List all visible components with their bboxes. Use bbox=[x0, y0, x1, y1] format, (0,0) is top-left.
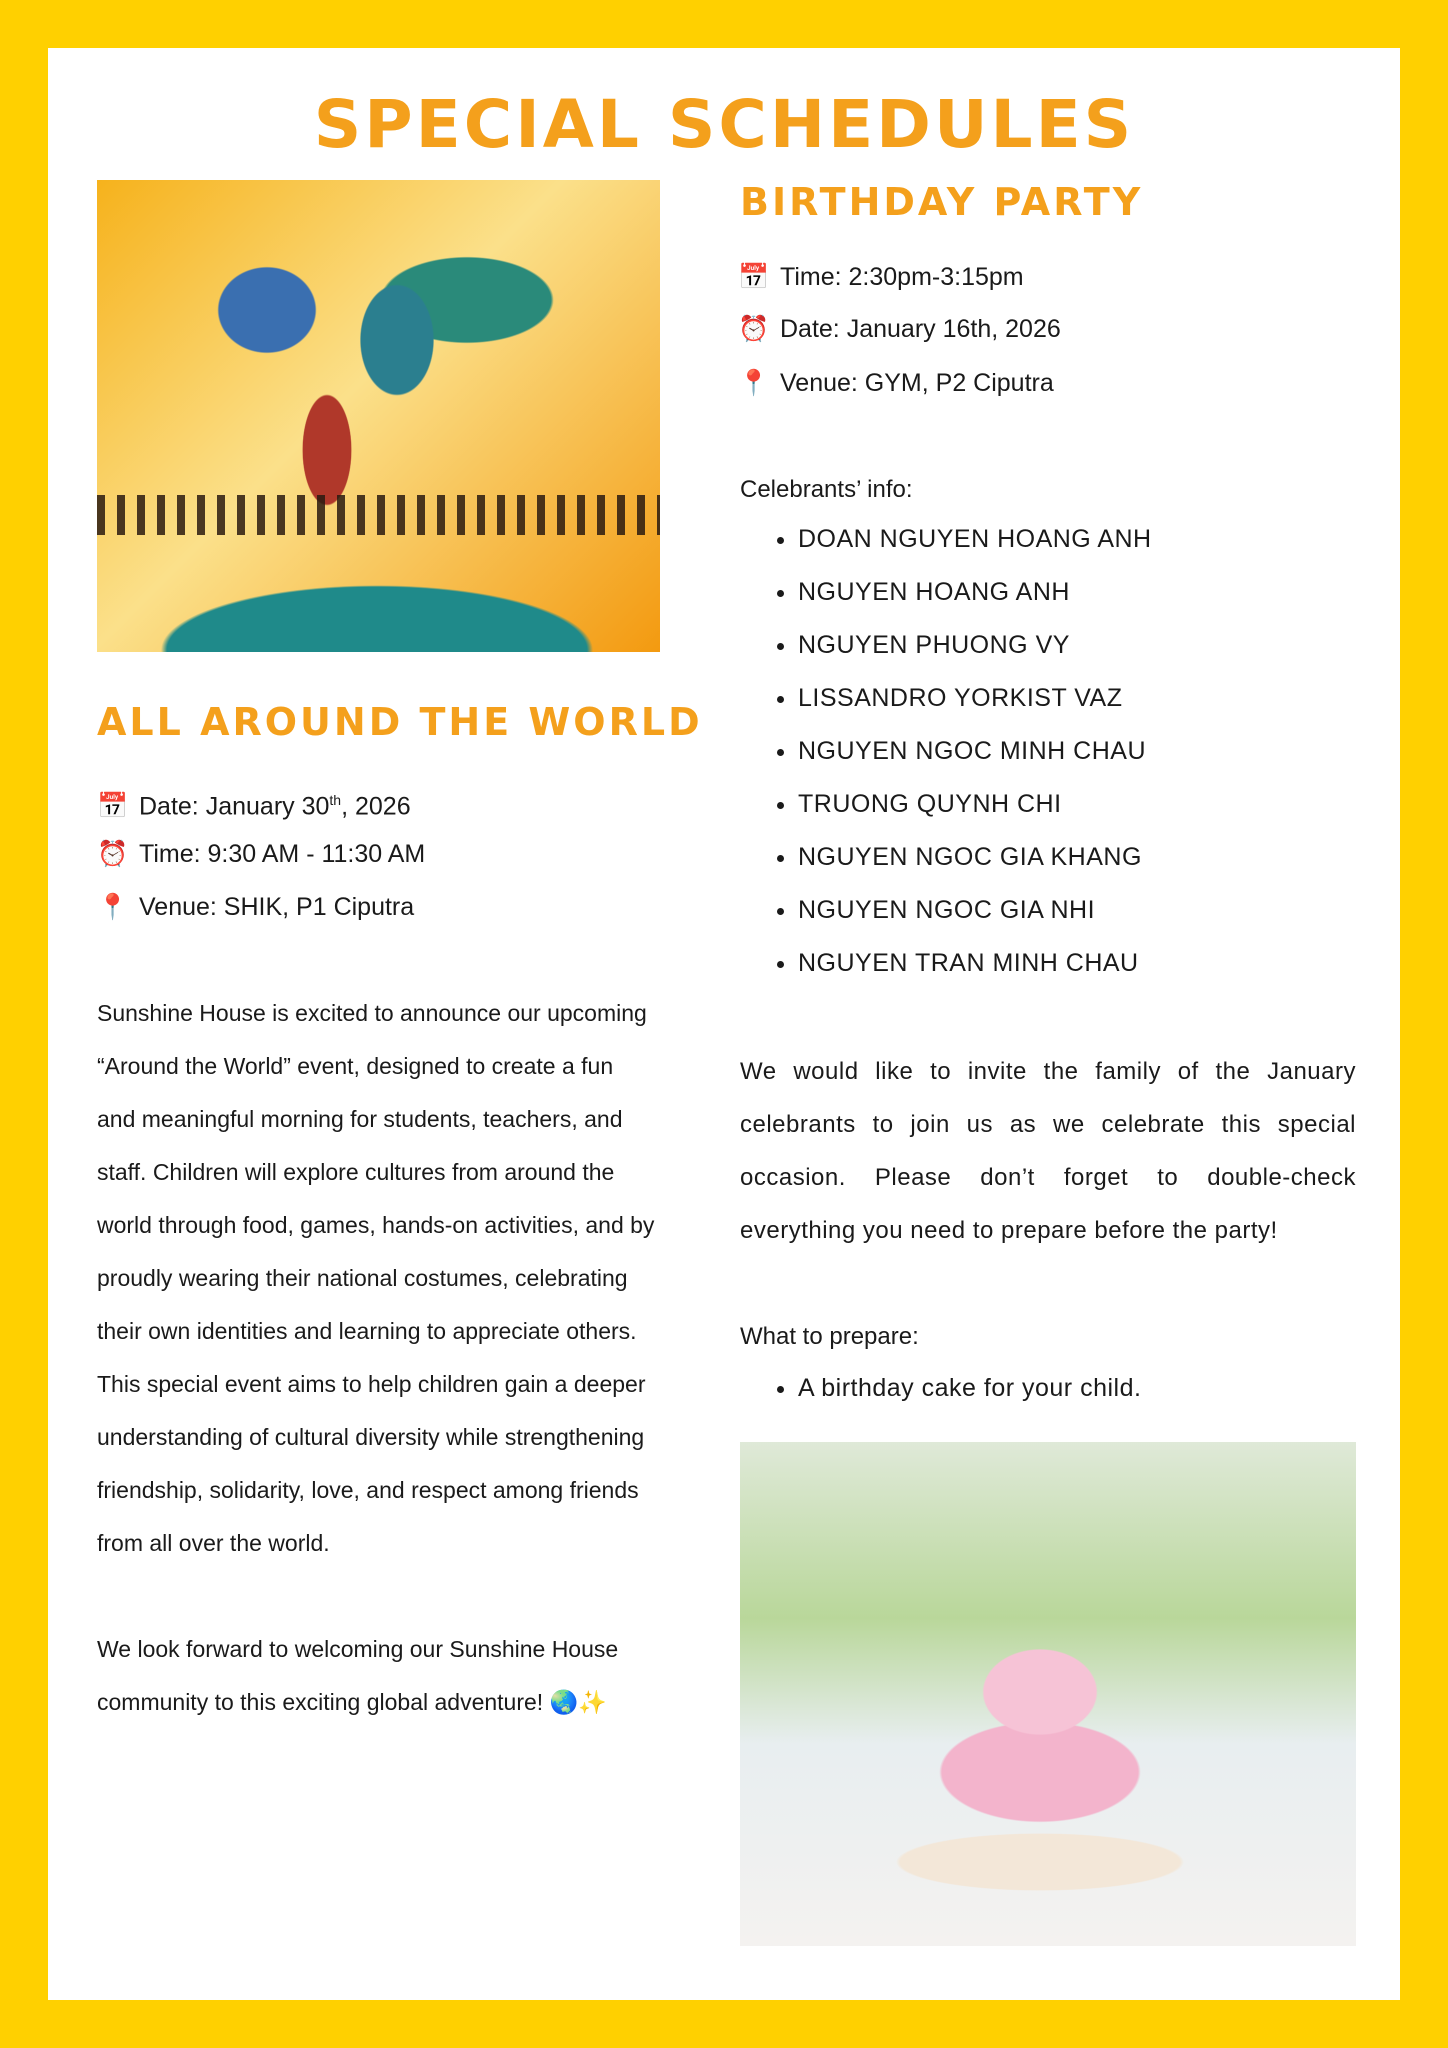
world-para-2: This special event aims to help children gain a deeper understanding of cultural diversity while strengthening friendship, solidarity, love, and respect among friends from all over the world. bbox=[97, 1371, 646, 1556]
list-item: • NGUYEN NGOC MINH CHAU bbox=[798, 725, 1152, 778]
world-date: 📅 Date: January 30th, 2026 bbox=[97, 774, 411, 833]
world-time: ⏰ Time: 9:30 AM - 11:30 AM bbox=[97, 828, 425, 881]
list-item: • NGUYEN NGOC GIA NHI bbox=[798, 884, 1152, 937]
birthday-date: ⏰ Date: January 16th, 2026 bbox=[738, 303, 1061, 356]
world-para-3: We look forward to welcoming our Sunshine House community to this exciting global adventure! 🌏✨ bbox=[97, 1636, 619, 1715]
alarm-clock-icon: ⏰ bbox=[738, 315, 770, 343]
list-item: • NGUYEN PHUONG VY bbox=[798, 619, 1152, 672]
list-item: • A birthday cake for your child. bbox=[798, 1362, 1141, 1415]
world-description bbox=[97, 987, 657, 1729]
list-item: • NGUYEN NGOC GIA KHANG bbox=[798, 831, 1152, 884]
prepare-label: What to prepare: bbox=[740, 1323, 919, 1350]
pin-icon: 📍 bbox=[97, 893, 129, 921]
list-item: • DOAN NGUYEN HOANG ANH bbox=[798, 513, 1152, 566]
list-item: • LISSANDRO YORKIST VAZ bbox=[798, 672, 1152, 725]
list-item: • TRUONG QUYNH CHI bbox=[798, 778, 1152, 831]
page-title: SPECIAL SCHEDULES bbox=[313, 86, 1135, 163]
birthday-time: 📅 Time: 2:30pm-3:15pm bbox=[738, 251, 1024, 304]
alarm-clock-icon: ⏰ bbox=[97, 840, 129, 868]
celebrants-label: Celebrants’ info: bbox=[740, 476, 913, 503]
prepare-list bbox=[740, 1362, 1141, 1415]
world-heading: ALL AROUND THE WORLD bbox=[97, 700, 703, 744]
list-item: • NGUYEN TRAN MINH CHAU bbox=[798, 937, 1152, 990]
world-para-1: Sunshine House is excited to announce our upcoming “Around the World” event, designed to create a fun and meaningful morning for students, teachers, and staff. Children will explore cultures from around the world through food, games, hands-on activities, and by proudly wearing their national costumes, celebrating their own identities and learning to appreciate others. bbox=[97, 1000, 655, 1344]
children-silhouettes bbox=[97, 495, 660, 535]
birthday-heading: BIRTHDAY PARTY bbox=[740, 180, 1144, 224]
world-map-image bbox=[97, 180, 660, 652]
birthday-venue: 📍 Venue: GYM, P2 Ciputra bbox=[738, 357, 1054, 410]
calendar-icon: 📅 bbox=[97, 792, 129, 821]
birthday-invite: We would like to invite the family of the January celebrants to join us as we celebrate this special occasion. Please don’t forget to double-check everything you need to prepare before the party! bbox=[740, 1058, 1356, 1244]
birthday-cake-image bbox=[740, 1442, 1356, 1946]
world-venue: 📍 Venue: SHIK, P1 Ciputra bbox=[97, 881, 414, 934]
celebrants-list bbox=[740, 513, 1152, 990]
calendar-icon: 📅 bbox=[738, 263, 770, 291]
list-item: • NGUYEN HOANG ANH bbox=[798, 566, 1152, 619]
pin-icon: 📍 bbox=[738, 369, 770, 397]
